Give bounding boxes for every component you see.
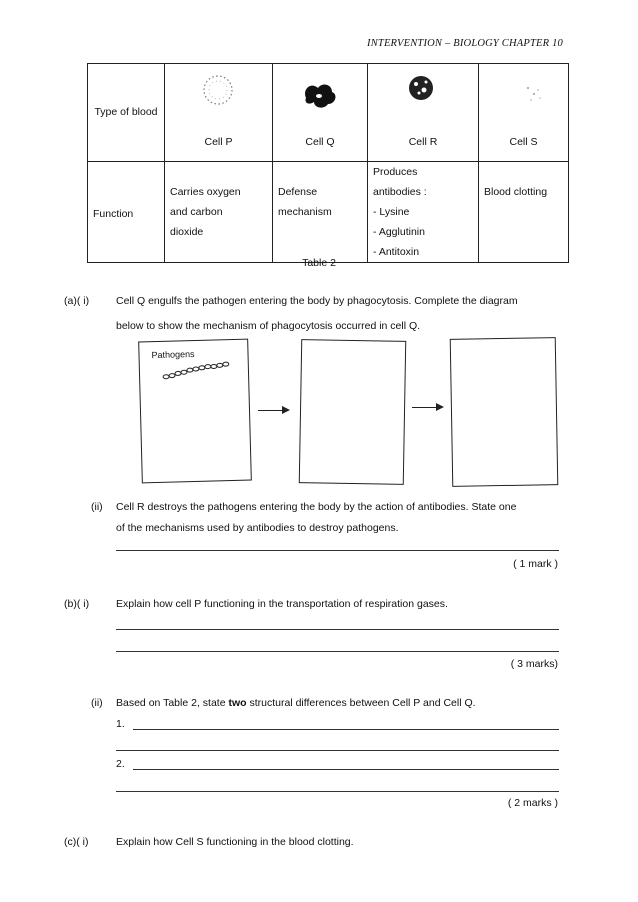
- page-header: INTERVENTION – BIOLOGY CHAPTER 10: [367, 38, 563, 49]
- cell-q-label: Cell Q: [305, 136, 335, 148]
- question-c-i-label: (c)( i): [64, 836, 89, 848]
- question-b-i-line1: Explain how cell P functioning in the transportation of respiration gases.: [116, 598, 448, 610]
- cell-q-header: [273, 64, 368, 162]
- question-text: structural differences between Cell P and Cell Q.: [246, 697, 476, 709]
- answer-line[interactable]: [133, 729, 559, 730]
- cell-p-label: Cell P: [204, 136, 233, 148]
- cell-s-label: Cell S: [509, 136, 538, 148]
- arrow-icon: [258, 410, 288, 411]
- answer-number-1: 1.: [116, 718, 125, 730]
- answer-number-2: 2.: [116, 758, 125, 770]
- answer-line[interactable]: [116, 750, 559, 751]
- cell-s-header: [479, 64, 569, 162]
- function-line: - Agglutinin: [373, 226, 425, 238]
- cell-p-header: [165, 64, 273, 162]
- answer-line[interactable]: [116, 550, 559, 551]
- row-header-cell: [88, 64, 165, 162]
- answer-line[interactable]: [116, 651, 559, 652]
- phagocytosis-box-1[interactable]: [138, 339, 252, 484]
- function-line: Carries oxygen: [170, 186, 241, 198]
- cell-r-header: [368, 64, 479, 162]
- function-label-cell: [88, 162, 165, 263]
- answer-line[interactable]: [116, 629, 559, 630]
- function-line: dioxide: [170, 226, 204, 238]
- question-a-ii-line1: Cell R destroys the pathogens entering the body by the action of antibodies. State one: [116, 501, 517, 513]
- cell-p-image: [198, 70, 238, 110]
- arrow-icon: [412, 407, 442, 408]
- cell-s-image: [514, 74, 554, 114]
- question-b-i-label: (b)( i): [64, 598, 90, 610]
- question-b-ii-label: (ii): [91, 697, 103, 709]
- marks-a-ii: ( 1 mark ): [513, 558, 558, 570]
- cell-r-label: Cell R: [408, 136, 438, 148]
- question-a-ii-line2: of the mechanisms used by antibodies to destroy pathogens.: [116, 522, 399, 534]
- answer-line[interactable]: [116, 791, 559, 792]
- question-a-i-line2: below to show the mechanism of phagocytosis occurred in cell Q.: [116, 320, 421, 332]
- function-line: mechanism: [278, 206, 332, 218]
- pathogens-label: Pathogens: [151, 348, 195, 361]
- function-line: and carbon: [170, 206, 223, 218]
- cell-r-image: [401, 70, 441, 110]
- question-text: Based on Table 2, state: [116, 697, 229, 709]
- function-line: Blood clotting: [484, 186, 548, 198]
- cell-p-function: [165, 162, 273, 263]
- phagocytosis-box-3[interactable]: [450, 337, 559, 487]
- emphasis-two: two: [228, 697, 247, 709]
- question-b-ii-line1: [116, 697, 476, 709]
- cell-s-function: [479, 162, 569, 263]
- question-a-i-line1: Cell Q engulfs the pathogen entering the body by phagocytosis. Complete the diagram: [116, 295, 518, 307]
- question-a-ii-label: (ii): [91, 501, 103, 513]
- answer-line[interactable]: [133, 769, 559, 770]
- function-line: Produces: [373, 166, 418, 178]
- function-line: antibodies :: [373, 186, 427, 198]
- cell-r-function: [368, 162, 479, 263]
- cell-q-function: [273, 162, 368, 263]
- question-a-i-label: (a)( i): [64, 295, 90, 307]
- marks-b-i: ( 3 marks): [510, 658, 558, 670]
- function-line: - Antitoxin: [373, 246, 420, 258]
- table-caption: Table 2: [302, 257, 336, 269]
- cell-q-image: [298, 76, 342, 116]
- question-c-i-line1: Explain how Cell S functioning in the blood clotting.: [116, 836, 354, 848]
- marks-b-ii: ( 2 marks ): [507, 797, 558, 809]
- pathogen-chain-icon: [162, 360, 234, 382]
- blood-cells-table: [87, 63, 569, 263]
- function-line: Defense: [278, 186, 318, 198]
- phagocytosis-box-2[interactable]: [299, 339, 406, 485]
- function-line: - Lysine: [373, 206, 410, 218]
- function-label: Function: [93, 208, 134, 220]
- type-of-blood-label: Type of blood: [94, 106, 158, 118]
